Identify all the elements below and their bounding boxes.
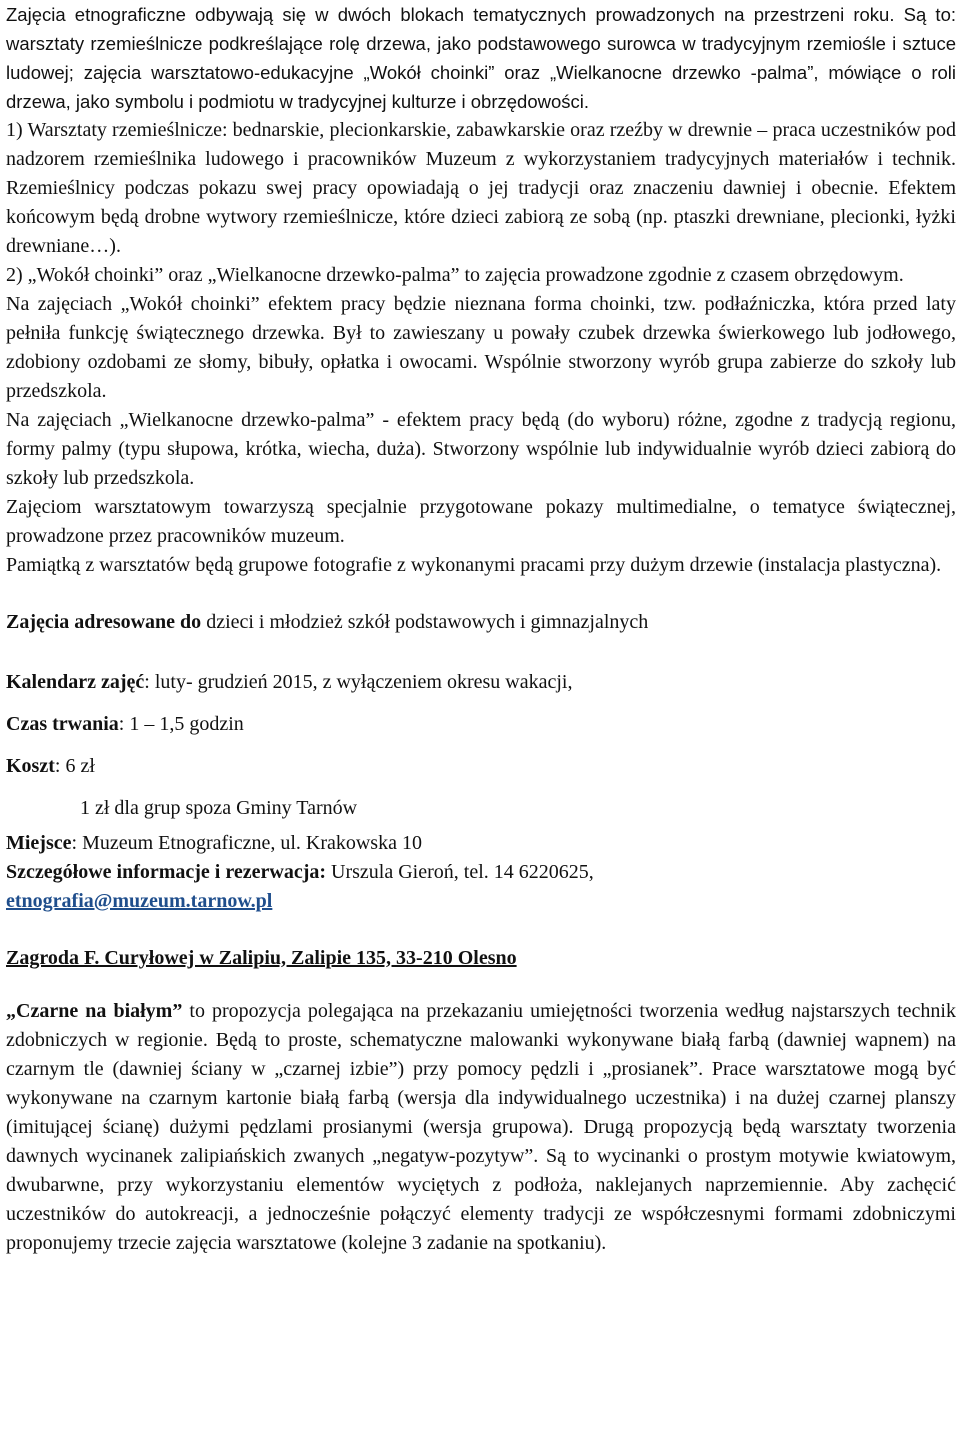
zalipie-paragraph (6, 997, 956, 1258)
audience-line (6, 608, 956, 637)
cost-line (6, 745, 956, 787)
cost-extra-line: 1 zł dla grup spoza Gminy Tarnów (80, 797, 358, 819)
email-link[interactable]: etnografia@muzeum.tarnow.pl (6, 890, 273, 912)
duration-value: : 1 – 1,5 godzin (118, 713, 244, 735)
audience-value: dzieci i młodzież szkół podstawowych i gimnazjalnych (201, 611, 649, 633)
details-value: Urszula Gieroń, tel. 14 6220625, (326, 861, 594, 883)
place-line (6, 829, 956, 858)
calendar-line (6, 661, 956, 703)
zalipie-text: to propozycja polegająca na przekazaniu umiejętności tworzenia według najstarszych technik zdobniczych w regionie. Będą to proste, schematyczne malowanki wykonywane białą farbą (dawniej wapnem) na czarnym tle (dawniej ściany w „czarnej izbie”) przy pomocy pędzli i „prosianek”. Prace warsztatowe mogą być wykonywane na czarnym kartonie białą farbą (wersja dla indywidualnego uczestnika) i na dużej czarnej planszy (imitującej ścianę) dużymi pędzlami prosianymi (wersja grupowa). Drugą propozycją będą warsztaty tworzenia dawnych wycinanek zalipiańskich zwanych „negatyw-pozytyw”. Są to wycinanki o prostym motywie kwiatowym, dwubarwne, przy wykorzystaniu elementów wyciętych z podłoża, naklejanych naprzemiennie. Aby zachęcić uczestników do autokreacji, a jednocześnie połączyć elementy tradycji ze współczesnymi formami zdobniczymi proponujemy trzecie zajęcia warsztatowe (kolejne 3 zadanie na spotkaniu). (6, 1000, 956, 1254)
intro-paragraph: Zajęcia etnograficzne odbywają się w dwóch blokach tematycznych prowadzonych na przestrzeni roku. Są to: warsztaty rzemieślnicze podkreślające rolę drzewa, jako podstawowego surowca w tradycyjnym rzemiośle i sztuce ludowej; zajęcia warsztatowo-edukacyjne „Wokół choinki” oraz „Wielkanocne drzewko -palma”, mówiące o roli drzewa, jako symbolu i podmiotu w tradycyjnej kulturze i obrzędowości. (6, 4, 956, 112)
details-line (6, 858, 956, 887)
section-paragraph-souvenir: Pamiątką z warsztatów będą grupowe fotografie z wykonanymi pracami przy dużym drzewie (instalacja plastyczna). (6, 554, 942, 576)
section-paragraph-crafts: 1) Warsztaty rzemieślnicze: bednarskie, plecionkarskie, zabawkarskie oraz rzeźby w drewnie – praca uczestników pod nadzorem rzemieślnika ludowego i pracowników Muzeum z wykorzystaniem tradycyjnych materiałów i technik. Rzemieślnicy podczas pokazu swej pracy opowiadają o jej tradycji oraz znaczeniu dawniej i obecnie. Efektem końcowym będą drobne wytwory rzemieślnicze, które dzieci zabiorą ze sobą (np. ptaszki drewniane, plecionki, łyżki drewniane…). (6, 119, 956, 257)
email-line (6, 887, 956, 916)
document-page (6, 0, 956, 1258)
details-label: Szczegółowe informacje i rezerwacja: (6, 861, 327, 883)
zalipie-heading: Zagroda F. Curyłowej w Zalipiu, Zalipie 135, 33-210 Olesno (6, 947, 517, 969)
calendar-label: Kalendarz zajęć (6, 671, 145, 693)
sections-block (6, 116, 956, 580)
cost-value: : 6 zł (54, 755, 95, 777)
section-paragraph-christmas: Na zajęciach „Wokół choinki” efektem pracy będzie nieznana forma choinki, tzw. podłaźniczka, która przed laty pełniła funkcję świątecznego drzewka. Był to zawieszany u powały czubek drzewka świerkowego lub jodłowego, zdobiony ozdobami ze słomy, bibuły, opłatka i owocami. Wspólnie stworzony wyrób grupa zabierze do szkoły lub przedszkola. (6, 293, 956, 402)
zalipie-title: „Czarne na białym” (6, 1000, 183, 1022)
cost-label: Koszt (6, 755, 55, 777)
section-paragraph-rituals: 2) „Wokół choinki” oraz „Wielkanocne drzewko-palma” to zajęcia prowadzone zgodnie z czasem obrzędowym. (6, 264, 904, 286)
duration-label: Czas trwania (6, 713, 119, 735)
duration-line (6, 703, 956, 745)
section-paragraph-easter: Na zajęciach „Wielkanocne drzewko-palma” - efektem pracy będą (do wyboru) różne, zgodne z tradycją regionu, formy palmy (typu słupowa, krótka, wiecha, duża). Stworzony wspólnie lub indywidualnie wyrób dzieci zabiorą do szkoły lub przedszkola. (6, 409, 956, 489)
calendar-value: : luty- grudzień 2015, z wyłączeniem okresu wakacji, (144, 671, 573, 693)
place-value: : Muzeum Etnograficzne, ul. Krakowska 10 (71, 832, 422, 854)
section-paragraph-multimedia: Zajęciom warsztatowym towarzyszą specjalnie przygotowane pokazy multimedialne, o tematyce świątecznej, prowadzone przez pracowników muzeum. (6, 496, 956, 547)
audience-label: Zajęcia adresowane do (6, 611, 202, 633)
place-label: Miejsce (6, 832, 72, 854)
